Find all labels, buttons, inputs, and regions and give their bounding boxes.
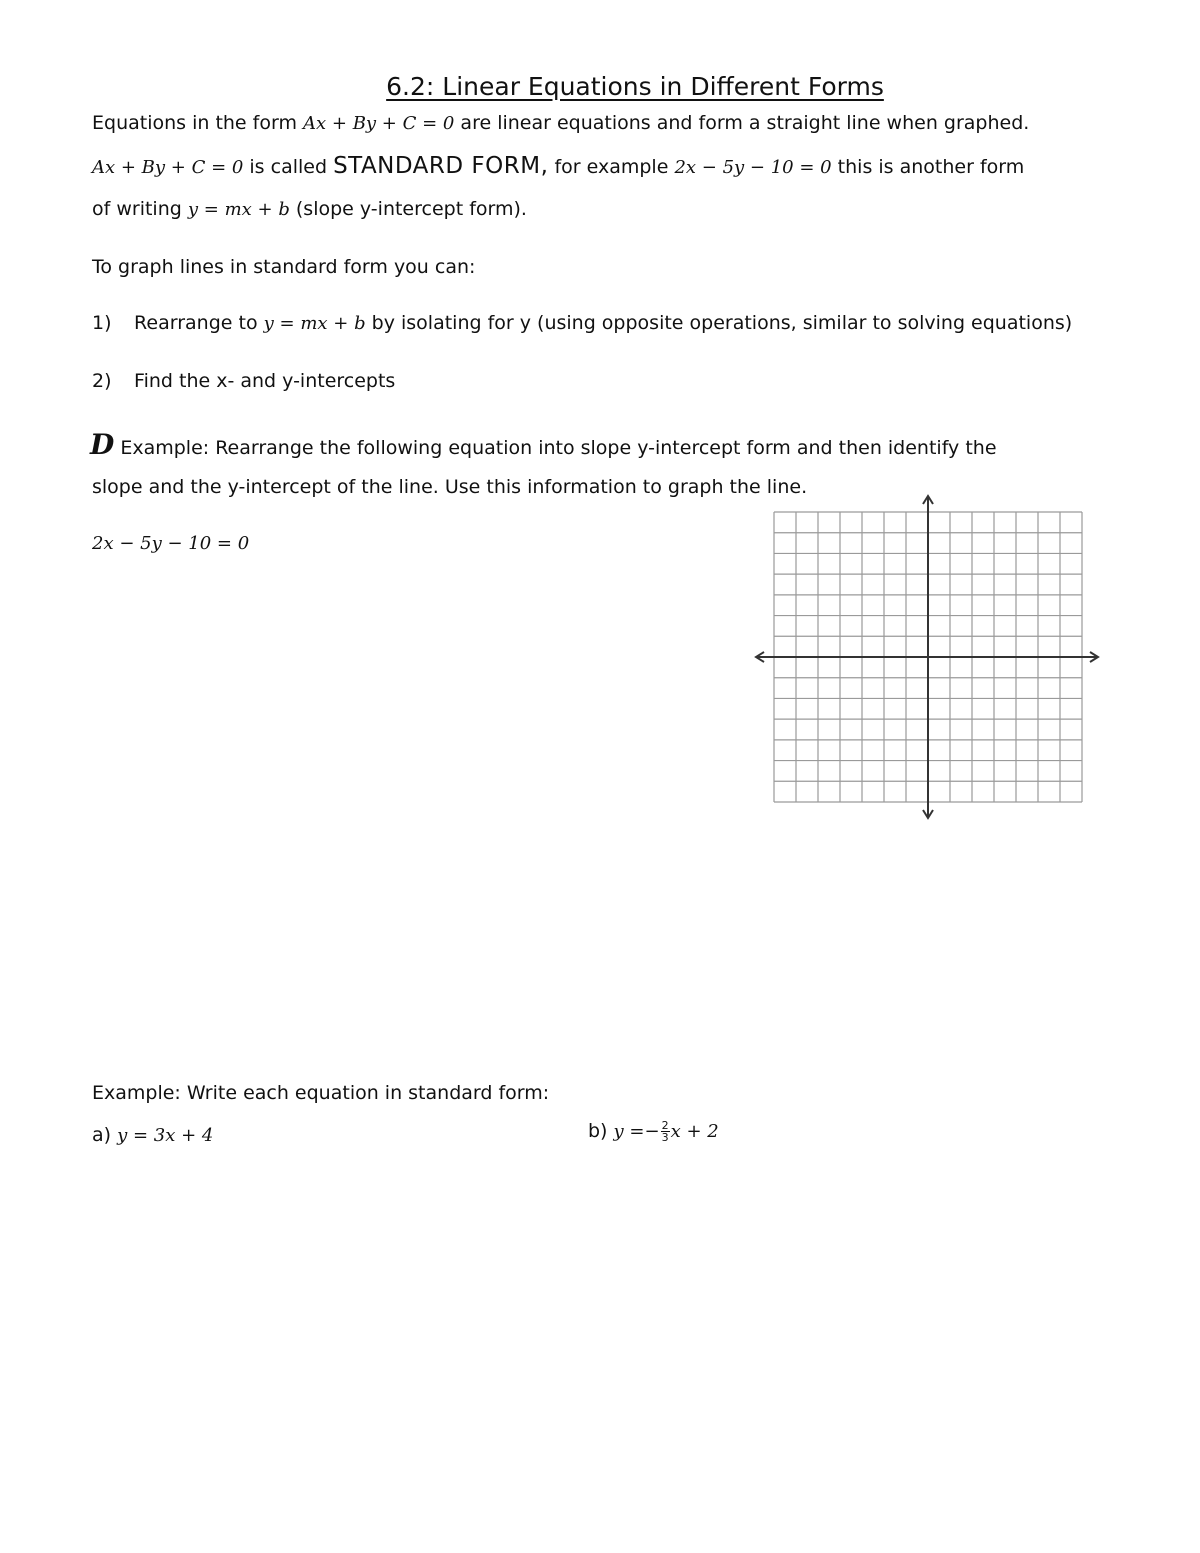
part-a-label: a) [92,1124,112,1146]
intro-line-3: of writing y = mx + b (slope y-intercept form). [92,198,527,220]
coordinate-grid [752,492,1102,822]
intro-line-2: Ax + By + C = 0 is called STANDARD FORM, for example 2x − 5y − 10 = 0 this is another form [92,153,1025,179]
step-1: 1) Rearrange to y = mx + b by isolating for y (using opposite operations, similar to solving equations) [92,312,1073,334]
step-number: 1) [92,312,112,334]
page-title: 6.2: Linear Equations in Different Forms [386,72,884,101]
step-2: 2) Find the x- and y-intercepts [92,370,396,392]
example-1-equation: 2x − 5y − 10 = 0 [92,533,250,554]
example-2-heading: Example: Write each equation in standard form: [92,1082,550,1104]
intro-line-1: Equations in the form Ax + By + C = 0 are linear equations and form a straight line when graphed. [92,112,1030,134]
example-1-line-2: slope and the y-intercept of the line. Use this information to graph the line. [92,476,808,498]
part-a-equation: y = 3x + 4 [117,1125,214,1146]
example-2-part-b: b) y =− $\frac{2}{3}$ x + 2 [588,1119,719,1144]
step-number: 2) [92,370,112,392]
example-2-part-a [92,1124,213,1146]
example-equation: 2x − 5y − 10 = 0 [674,157,832,178]
slope-intercept-equation: y = mx + b [187,199,290,220]
graph-intro: To graph lines in standard form you can: [92,256,476,278]
example-marker: D [90,428,115,461]
fraction: $\frac{2}{3}$ [661,1119,669,1144]
standard-form-term: STANDARD FORM, [333,153,549,179]
example-1-line-1: D Example: Rearrange the following equation into slope y-intercept form and then identify the [90,428,997,461]
standard-form-equation: Ax + By + C = 0 [303,113,455,134]
standard-form-equation-2: Ax + By + C = 0 [92,157,244,178]
part-b-label: b) [588,1120,608,1142]
